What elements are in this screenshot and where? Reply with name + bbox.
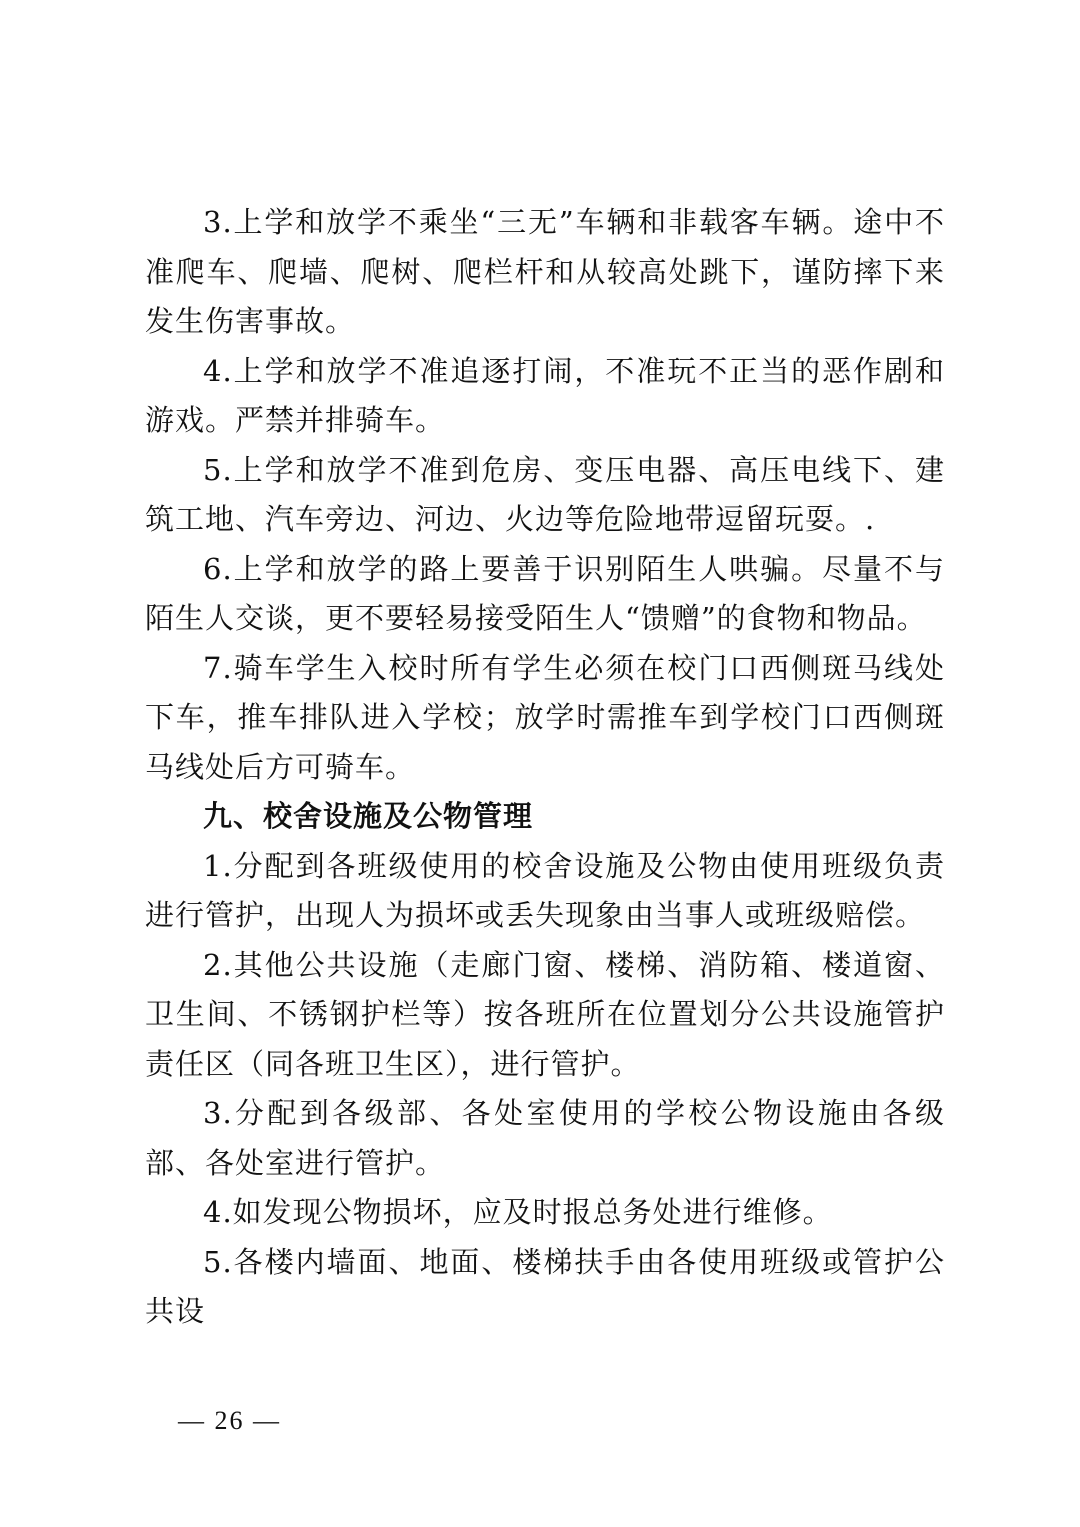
paragraph-item-4: 4.上学和放学不准追逐打闹，不准玩不正当的恶作剧和游戏。严禁并排骑车。 [145, 353, 945, 437]
section-nine-item-3: 3.分配到各级部、各处室使用的学校公物设施由各级部、各处室进行管护。 [145, 1096, 945, 1180]
page-body [145, 198, 945, 1337]
section-nine-item-2: 2.其他公共设施（走廊门窗、楼梯、消防箱、楼道窗、卫生间、不锈钢护栏等）按各班所在位置划分公共设施管护责任区（同各班卫生区），进行管护。 [145, 947, 945, 1081]
paragraph-item-6: 6.上学和放学的路上要善于识别陌生人哄骗。尽量不与陌生人交谈，更不要轻易接受陌生人“馈赠”的食物和物品。 [145, 551, 945, 635]
paragraph-item-7: 7.骑车学生入校时所有学生必须在校门口西侧斑马线处下车，推车排队进入学校；放学时需推车到学校门口西侧斑马线处后方可骑车。 [145, 650, 945, 784]
paragraph-item-5: 5.上学和放学不准到危房、变压电器、高压电线下、建筑工地、汽车旁边、河边、火边等危险地带逗留玩耍。. [145, 452, 945, 536]
page-number: — 26 — [178, 1406, 281, 1435]
paragraph-item-3: 3.上学和放学不乘坐“三无”车辆和非载客车辆。途中不准爬车、爬墙、爬树、爬栏杆和从较高处跳下，谨防摔下来发生伤害事故。 [145, 205, 945, 338]
section-heading-nine: 九、校舍设施及公物管理 [203, 799, 534, 833]
section-nine-item-5: 5.各楼内墙面、地面、楼梯扶手由各使用班级或管护公共设 [145, 1244, 945, 1328]
section-nine-item-1: 1.分配到各班级使用的校舍设施及公物由使用班级负责进行管护，出现人为损坏或丢失现象由当事人或班级赔偿。 [145, 848, 945, 932]
section-nine-item-4: 4.如发现公物损坏，应及时报总务处进行维修。 [203, 1195, 833, 1229]
